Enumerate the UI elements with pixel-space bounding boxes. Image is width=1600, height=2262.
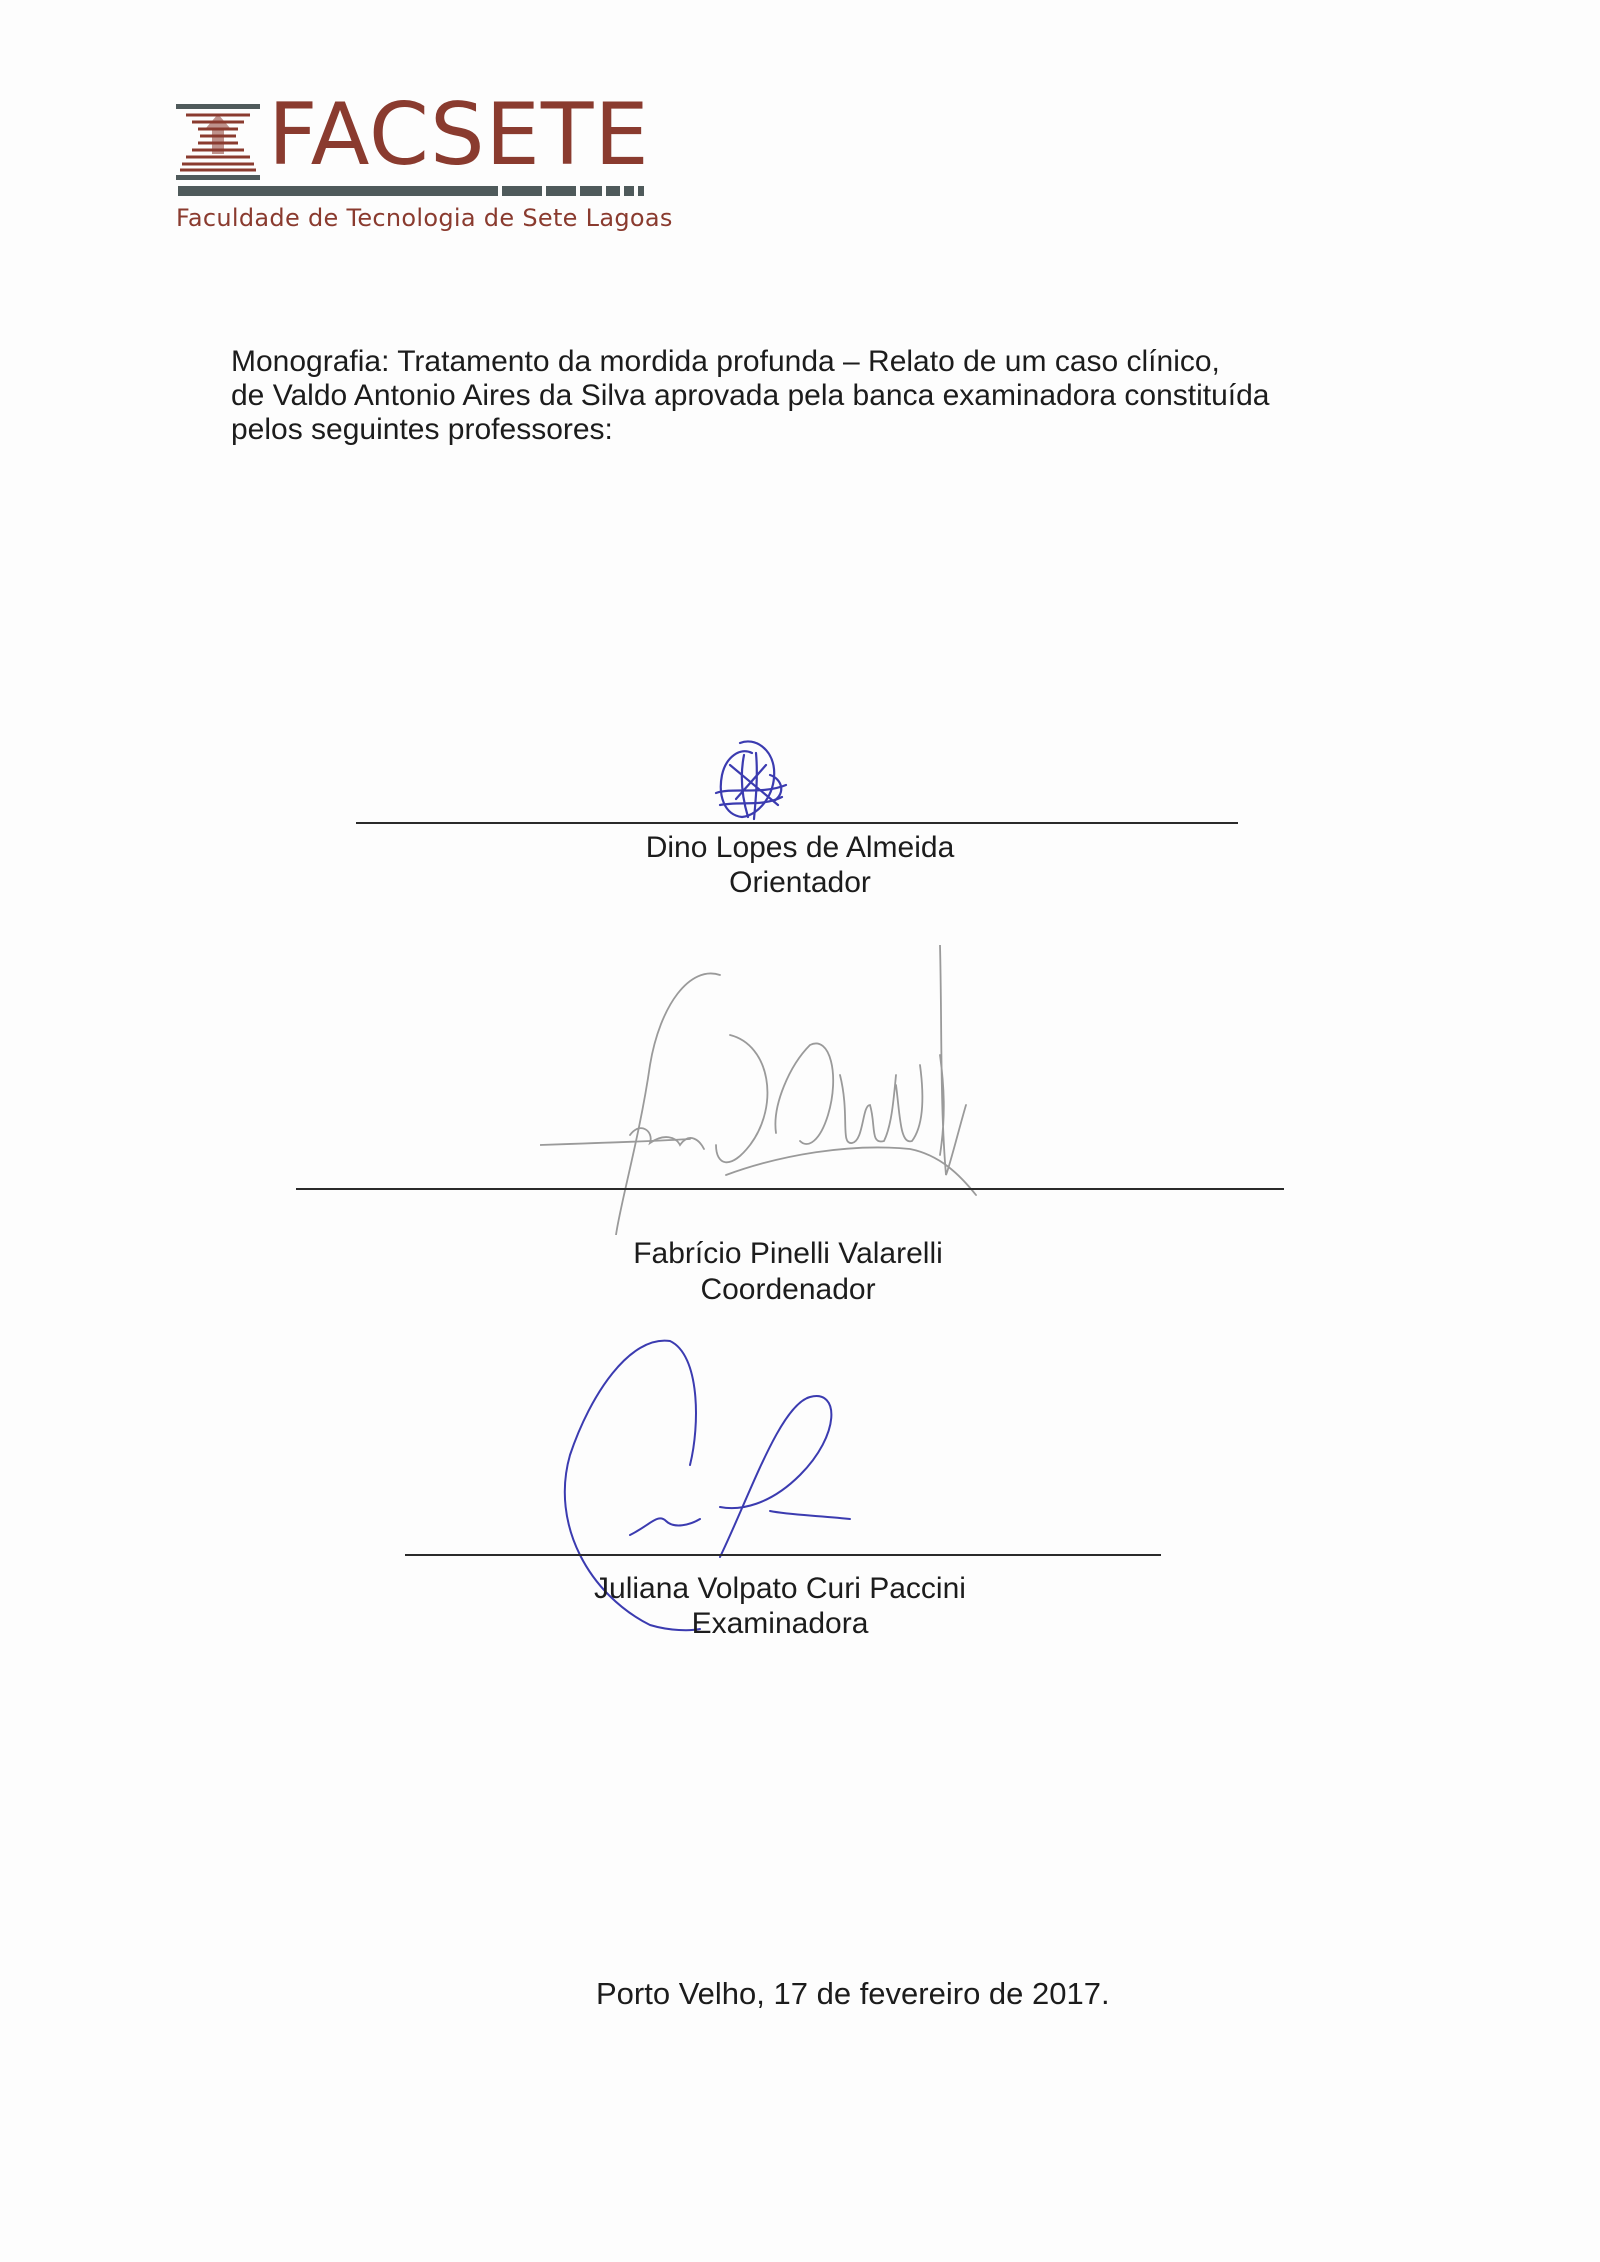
intro-line: de Valdo Antonio Aires da Silva aprovada pela banca examinadora constituída — [231, 379, 1270, 412]
signatory-role: Orientador — [729, 866, 871, 899]
signatory-name: Dino Lopes de Almeida — [645, 831, 955, 864]
intro-paragraph — [231, 345, 1381, 447]
signature-line — [356, 822, 1238, 824]
signature-dino — [700, 735, 800, 830]
signature-line — [296, 1188, 1284, 1190]
facsete-logo — [176, 85, 673, 240]
intro-line: Monografia: Tratamento da mordida profunda – Relato de um caso clínico, — [231, 345, 1220, 378]
signatory-role: Coordenador — [700, 1273, 876, 1306]
signatory-role: Examinadora — [691, 1607, 869, 1640]
logo-subtitle: Faculdade de Tecnologia de Sete Lagoas — [176, 204, 673, 232]
signatory-name: Juliana Volpato Curi Paccini — [594, 1572, 966, 1605]
intro-line: pelos seguintes professores: — [231, 413, 613, 446]
facsete-emblem-icon — [176, 104, 260, 180]
place-date: Porto Velho, 17 de fevereiro de 2017. — [596, 1976, 1110, 2011]
signature-line — [405, 1554, 1161, 1556]
signature-fabricio — [540, 945, 1020, 1235]
signatory-name: Fabrício Pinelli Valarelli — [633, 1237, 943, 1270]
logo-wordmark: FACSETE — [268, 85, 650, 185]
logo-bar — [178, 184, 644, 198]
